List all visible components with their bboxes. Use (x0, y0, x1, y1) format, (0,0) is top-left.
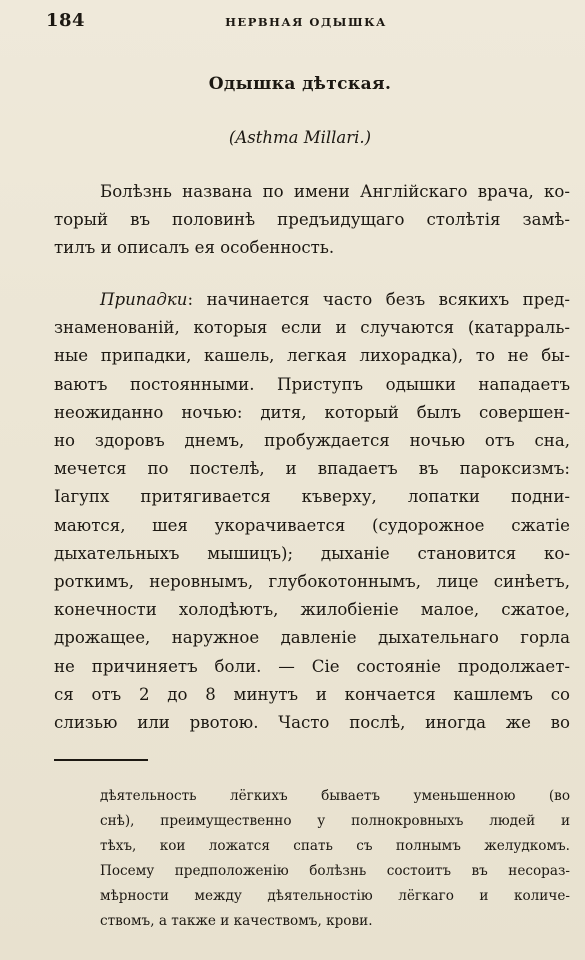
page-number: 184 (46, 10, 86, 31)
text-line: ные припадки, кашель, легкая лихорадка), то не бы- (54, 346, 570, 366)
footnote-line: Посему предположенію болѣзнь состоитъ въ несораз- (100, 863, 570, 879)
footnote-line: тѣхъ, кои ложатся спать съ полнымъ желудкомъ. (100, 838, 570, 854)
symptoms-lead: Припадки (100, 290, 188, 309)
paragraph-symptoms (54, 286, 570, 737)
text-line: Болѣзнь названа по имени Англійскаго врача, ко- (100, 182, 570, 201)
paragraph-intro (54, 178, 570, 263)
text-line: маются, шея укорачивается (судорожное сжатіе (54, 515, 570, 535)
text-line: ваютъ постоянными. Приступъ одышки нападаетъ (54, 374, 570, 394)
text-line: но здоровъ днемъ, пробуждается ночью отъ сна, (54, 431, 570, 451)
section-subtitle: (Asthma Millari.) (228, 128, 372, 147)
text-line: торый въ половинѣ предъидущаго столѣтія замѣ- (54, 210, 570, 230)
footnote-rule (54, 759, 148, 761)
footnote-line: ствомъ, а также и качествомъ, крови. (100, 913, 373, 929)
text-line: знаменованій, которыя если и случаются (катарраль- (54, 318, 570, 338)
footnote-line: дѣятельность лёгкихъ бываетъ уменьшенною (во (100, 788, 570, 804)
footnote-line: мѣрности между дѣятельностію лёгкаго и количе- (100, 888, 570, 904)
text-line: дрожащее, наружное давленіе дыхательнаго горла (54, 628, 570, 648)
text-line: не причиняетъ боли. — Сіе состояніе продолжает- (54, 656, 570, 676)
text-line (54, 286, 570, 314)
text-line: неожиданно ночью: дитя, который былъ совершен- (54, 402, 570, 422)
text-line: роткимъ, неровнымъ, глубокотоннымъ, лице синѣетъ, (54, 572, 570, 592)
footnote-line: снѣ), преимущественно у полнокровныхъ людей и (100, 813, 570, 829)
symptoms-lead-rest: : начинается часто безъ всякихъ пред- (187, 290, 570, 309)
text-line: конечности холодѣютъ, жилобіеніе малое, сжатое, (54, 600, 570, 620)
text-line: слизью или рвотою. Часто послѣ, иногда же во (54, 713, 570, 733)
section-title: Одышка дѣтская. (208, 74, 392, 94)
text-line: дыхательныхъ мышицъ); дыханіе становится ко- (54, 543, 570, 563)
text-line: мечется по постелѣ, и впадаетъ въ пароксизмъ: (54, 459, 570, 479)
text-line: Iагупх притягивается къверху, лопатки подни- (54, 487, 570, 507)
page-header (46, 10, 566, 34)
running-head: НЕРВНАЯ ОДЫШКА (225, 15, 387, 29)
text-line: ся отъ 2 до 8 минутъ и кончается кашлемъ со (54, 684, 570, 704)
text-line: тилъ и описалъ ея особенность. (54, 238, 335, 258)
footnote (100, 784, 570, 934)
